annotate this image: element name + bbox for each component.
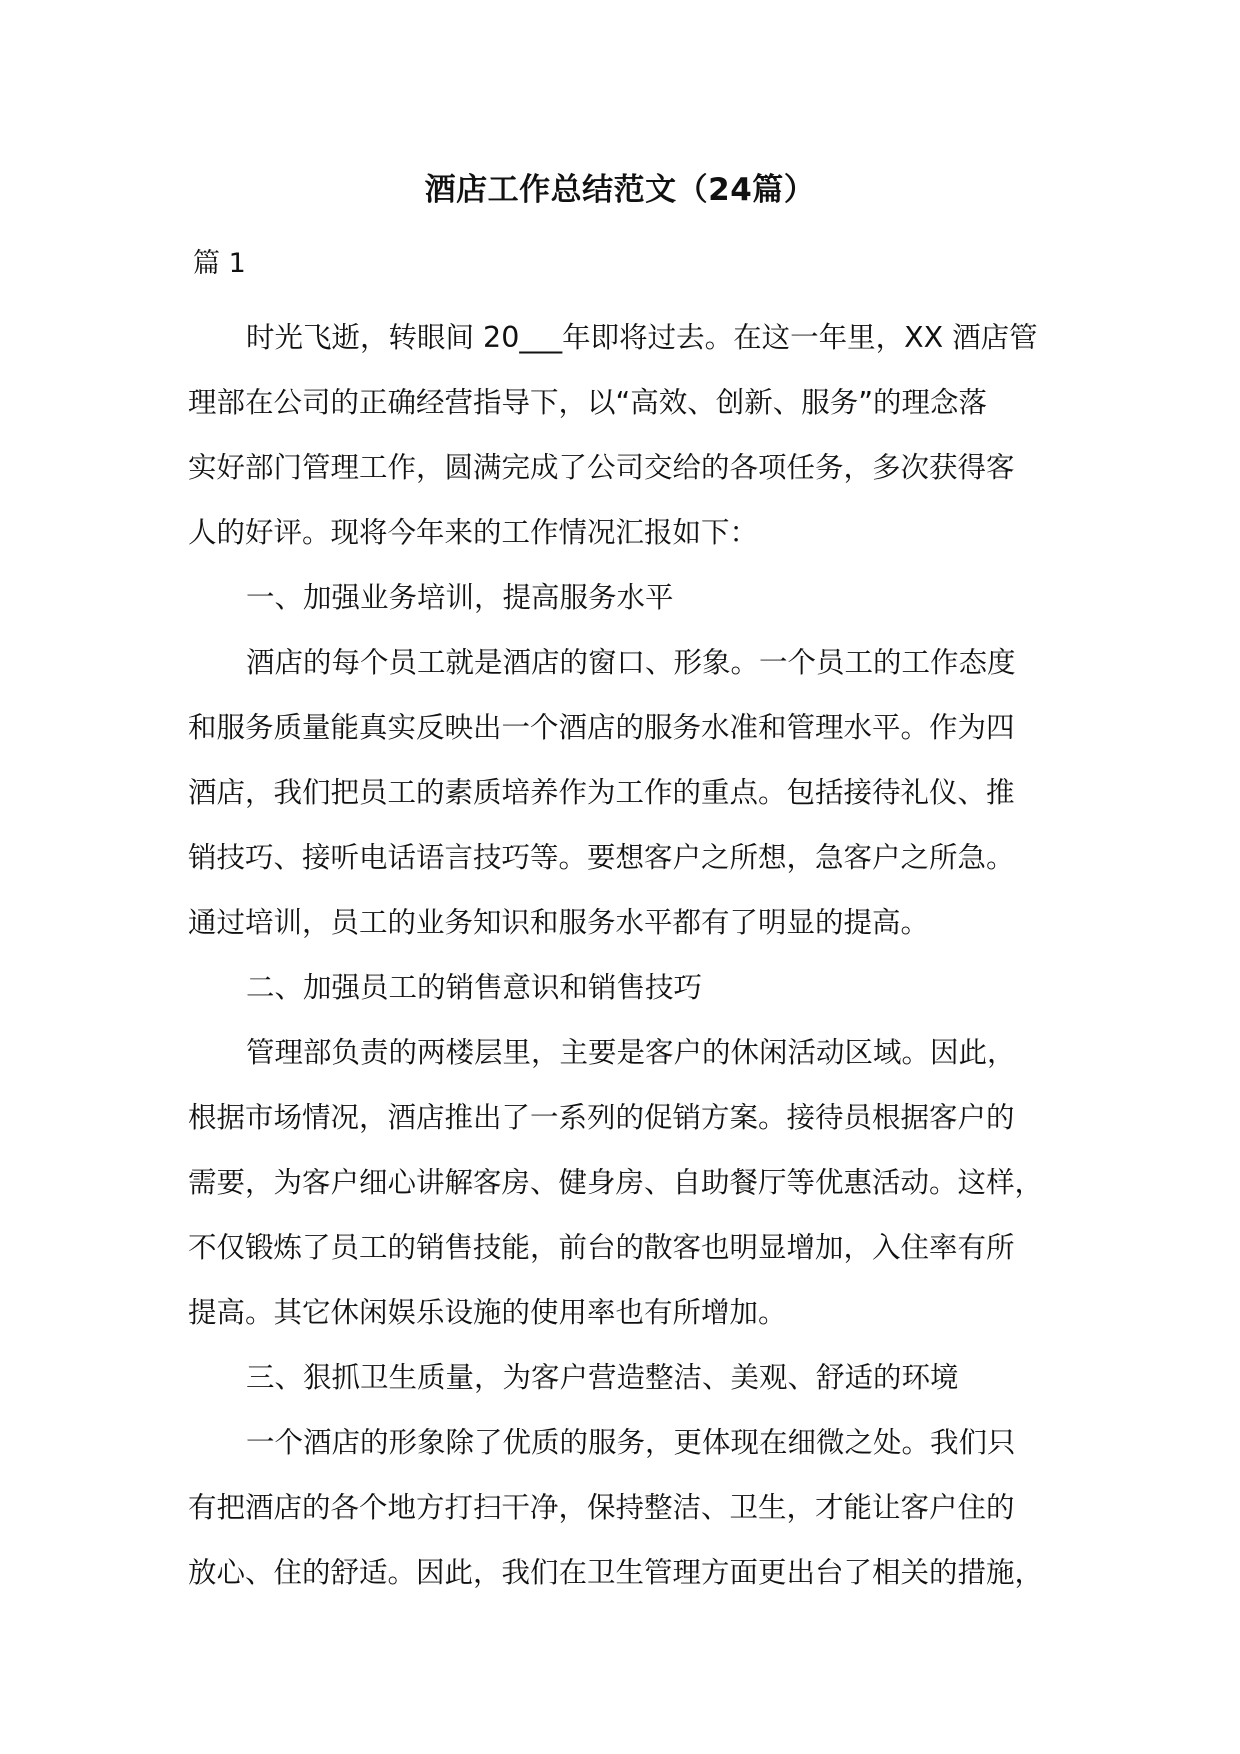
text-line: 放心、住的舒适。因此，我们在卫生管理方面更出台了相关的措施， — [188, 1556, 1044, 1589]
text-line: 销技巧、接听电话语言技巧等。要想客户之所想，急客户之所急。 — [188, 841, 1015, 874]
text-line: 人的好评。现将今年来的工作情况汇报如下： — [188, 516, 759, 549]
text-line: 不仅锻炼了员工的销售技能，前台的散客也明显增加，入住率有所 — [188, 1231, 1015, 1264]
text-line: 有把酒店的各个地方打扫干净，保持整洁、卫生，才能让客户住的 — [188, 1491, 1015, 1524]
text-line: 理部在公司的正确经营指导下，以“高效、创新、服务”的理念落 — [188, 386, 988, 419]
text-line: 通过培训，员工的业务知识和服务水平都有了明显的提高。 — [188, 906, 930, 939]
section-heading: 一、加强业务培训，提高服务水平 — [246, 581, 674, 614]
text-line: 时光飞逝，转眼间 20___年即将过去。在这一年里，XX 酒店管 — [246, 321, 1038, 354]
section-heading: 三、狠抓卫生质量，为客户营造整洁、美观、舒适的环境 — [246, 1361, 959, 1394]
document-title: 酒店工作总结范文（24篇） — [424, 172, 816, 208]
text-line: 一个酒店的形象除了优质的服务，更体现在细微之处。我们只 — [246, 1426, 1016, 1459]
document-body — [188, 305, 1078, 1605]
text-line: 根据市场情况，酒店推出了一系列的促销方案。接待员根据客户的 — [188, 1101, 1015, 1134]
text-line: 管理部负责的两楼层里，主要是客户的休闲活动区域。因此， — [246, 1036, 1016, 1069]
text-line: 提高。其它休闲娱乐设施的使用率也有所增加。 — [188, 1296, 787, 1329]
text-line: 酒店的每个员工就是酒店的窗口、形象。一个员工的工作态度 — [246, 646, 1016, 679]
text-line: 实好部门管理工作，圆满完成了公司交给的各项任务，多次获得客 — [188, 451, 1015, 484]
section-label: 篇 1 — [193, 248, 246, 279]
section-heading: 二、加强员工的销售意识和销售技巧 — [246, 971, 703, 1004]
text-line: 酒店，我们把员工的素质培养作为工作的重点。包括接待礼仪、推 — [188, 776, 1015, 809]
text-line: 需要，为客户细心讲解客房、健身房、自助餐厅等优惠活动。这样， — [188, 1166, 1044, 1199]
text-line: 和服务质量能真实反映出一个酒店的服务水准和管理水平。作为四 — [188, 711, 1015, 744]
